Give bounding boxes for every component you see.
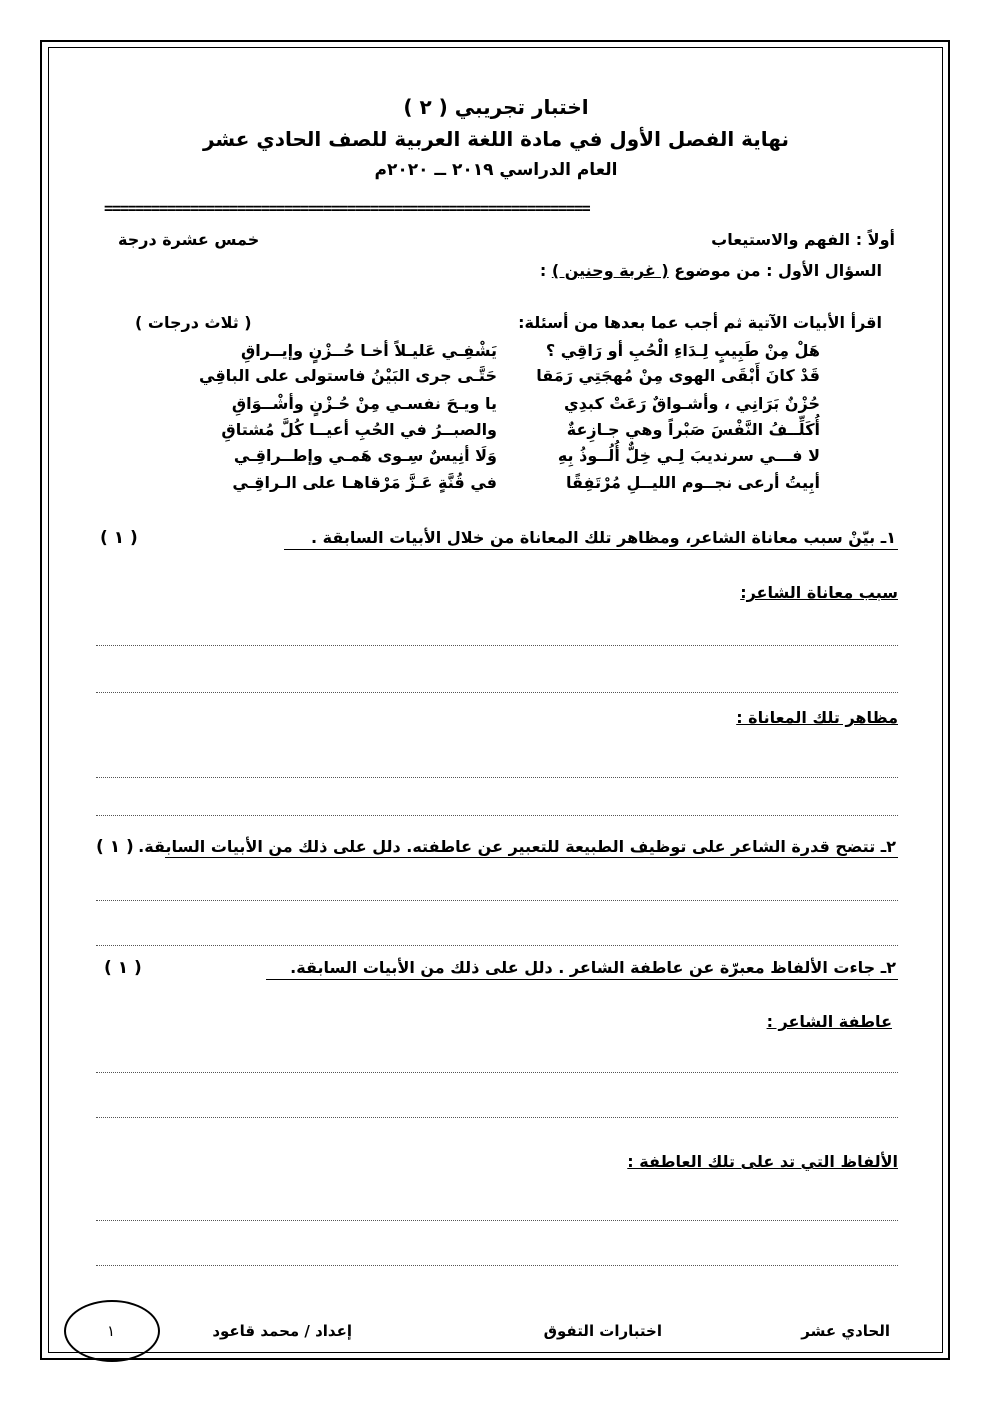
question1-heading [540,261,882,280]
q3-underline [266,979,898,980]
answer-line[interactable] [96,945,898,946]
poem-left-verse: وَلَا أنِيسٌ سِـوى هَمـي وإطــراقِـي [233,446,497,465]
separator-line: ============================================================== [104,199,590,217]
q3-text: ٢ـ جاءت الألفاظ معبرّة عن عاطفة الشاعر . دلل على ذلك من الأبيات السابقة. [290,958,896,977]
academic-year: العام الدراسي ٢٠١٩ ــ ٢٠٢٠م [374,160,618,180]
q2-mark: ( ١ ) [96,837,134,857]
section-total: خمس عشرة درجة [118,230,260,249]
poem-right-verse: أُكَلِّــفُ النَّفْسَ صَبْراً وهي جـازِعةٌ [566,420,820,439]
q2-text: ٢ـ تتضح قدرة الشاعر على توظيف الطبيعة للتعبير عن عاطفته. دلل على ذلك من الأبيات السابقة. [138,837,896,856]
question1-label: السؤال الأول : من موضوع [668,261,882,280]
poem-right-verse: أبِيتُ أرعى نجــوم الليــلِ مُرْتَفِقًا [566,473,820,492]
question1-instruction: اقرأ الأبيات الآتية ثم أجب عما بعدها من أسئلة: [518,313,882,332]
q1-cause-label: سبب معاناة الشاعر: [740,583,898,602]
poem-left-verse: في قُنَّةٍ عَـزَّ مَرْقاهـا على الـراقِـي [232,473,497,492]
answer-line[interactable] [96,900,898,901]
poem-left-verse: والصبــرُ في الحُبِ أعيــا كُلَّ مُشتاقِ [221,420,497,439]
q2-underline [165,857,898,858]
answer-line[interactable] [96,1220,898,1221]
footer-author: إعداد / محمد قاعود [212,1322,352,1340]
poem-left-verse: يَشْفِـي عَليـلاً أخـا حُــزْنٍ وإيــراقِ [240,341,497,360]
answer-line[interactable] [96,1265,898,1266]
answer-line[interactable] [96,645,898,646]
footer-grade: الحادي عشر [801,1322,890,1340]
answer-line[interactable] [96,692,898,693]
q3-emotion-label: عاطفة الشاعر : [766,1012,892,1031]
answer-line[interactable] [96,777,898,778]
answer-line[interactable] [96,1072,898,1073]
poem-right-verse: هَلْ مِنْ طَبِيبٍ لِـدَاءِ الْحُبِ أو رَاقِي ؟ [545,341,820,360]
answer-line[interactable] [96,815,898,816]
q1-signs-label: مظاهر تلك المعاناة : [736,708,898,727]
poem-left-verse: حَتَّـى جرى البَيْنُ فاستولى على الباقِي [199,366,497,385]
footer-series: اختبارات التفوق [543,1322,662,1340]
answer-line[interactable] [96,1117,898,1118]
question1-topic: ( غربة وحنين ) [551,261,669,280]
poem-right-verse: حُزْنٌ بَرَانِي ، وأشـواقٌ رَعَتْ كبدِي [564,394,820,413]
question1-suffix: : [539,261,552,280]
exam-title: اختبار تجريبي ( ٢ ) [403,95,589,119]
exam-subtitle: نهاية الفصل الأول في مادة اللغة العربية للصف الحادي عشر [202,127,790,151]
question1-marks: ( ثلاث درجات ) [135,313,252,332]
q3-mark: ( ١ ) [104,958,142,978]
q3-words-label: الألفاظ التي تد على تلك العاطفة : [627,1152,898,1171]
q1-underline [284,549,898,550]
poem-right-verse: قَدْ كانَ أَبْقَى الهوى مِنْ مُهجَتِي رَمَقا [536,366,820,385]
q1-mark: ( ١ ) [100,528,138,548]
q1-text: ١ـ بيّنْ سبب معاناة الشاعر، ومظاهر تلك المعاناة من خلال الأبيات السابقة . [311,528,896,547]
poem-left-verse: يا ويـحَ نفسـي مِنْ حُـزْنٍ وأشْــوَاقِ [231,394,497,413]
page-number: ١ [107,1322,116,1340]
section-title: أولاً : الفهم والاستيعاب [711,230,895,249]
poem-right-verse: لا فـــي سرنديبَ لِـي خِلٌّ أُلُــوذُ بِهِ [557,446,820,465]
